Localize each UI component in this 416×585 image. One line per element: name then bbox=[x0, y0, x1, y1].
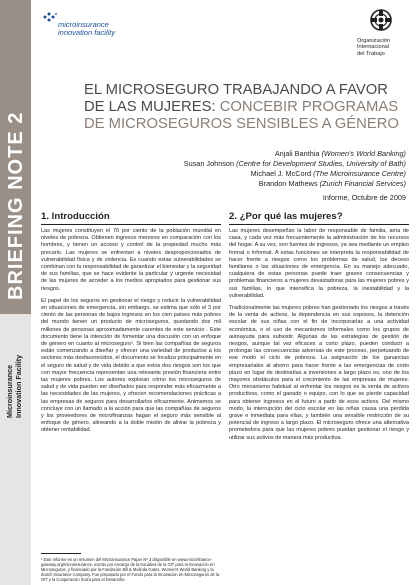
author-name: Anjali Banthia bbox=[274, 149, 322, 158]
paragraph: El papel de los seguros en gestionar el riesgo y reducir la vulnerabilidad en situaciones de emergencia, sin embargo, se estima que sólo el 3 por ciento de las personas de bajos ingresos en los cien países más pobres del mundo tienen un producto de microseguros, quedando dos mil millones de personas aproximadamente carentes de este servicio . Este documento tiene la intención de fomentar una discusión con un enfoque de género en cuanto al microseguro¹. Si bien las compañías de seguros están comenzando a diseñar y ofrecer una variedad de productos a los sectores más desfavorecidos, el documento se focaliza principalmente en el seguro de salud y de vida debido a que estos dos riesgos son los que con mayor frecuencia representan una relevante presión financiera entre las mujeres pobres. Los autores exploran cómo los microseguros de salud y de vida pueden ser diseñados para responder más eficazmente a las necesidades de las mujeres, y ofrecen recomendaciones prácticas a las empresas de seguros para desarrollarlos eficazmente. Animamos se concluye con un llamado a la acción para que las compañías de seguros y los proveedores de microfinanzas hagan el seguro más sensible al enfoque de género, alineando a la doble misión de aliviar la pobreza y obtener rentabilidad. bbox=[41, 297, 221, 434]
ilo-logo-line2: Internacional bbox=[357, 44, 390, 51]
ilo-emblem-icon bbox=[369, 8, 393, 34]
series-subtitle bbox=[5, 355, 23, 418]
microinsurance-logo bbox=[42, 10, 162, 40]
ilo-logo bbox=[355, 8, 410, 57]
publication-date: Informe, Octubre de 2009 bbox=[322, 193, 406, 202]
author-name: Brandon Mathews bbox=[258, 179, 320, 188]
section-2-heading: 2. ¿Por qué las mujeres? bbox=[229, 211, 343, 222]
paragraph: Tradicionalmente las mujeres pobres han gestionado los riesgos a través de la venta de activos, la dependencia en sus esposos, la detención escolar de sus niñas con el fin de incorporarlas a una actividad económica, o el uso de mecanismos informales como los grupos de autoayuda para subsistir. Algunas de las estrategias de gestión de riesgos, aunque tal vez eficaces a corto plazo, pueden conducir a prolongar las consecuencias adversas de este proceso, perpetuando de ese modo el ciclo de pobreza. La asignación de los ganancias empresariales al ahorro para hacer frente a las emergencias de corto plazo en lugar de destinarlas a inversiones a largo plazo es, uno de los mayores obstáculos para el crecimiento de las empresas de mujeres. Otro mecanismo habitual al enfrentar los riesgos es la venta de activos productivos, como el ganado o equipo, con lo que se pierde capacidad para obtener ingresos en el futuro a partir de esos activos. Del mismo modo, la interrupción del ciclo escolar en las niñas causa una pérdida grave e inmediata para ellas, y también una sensible restricción de su potencial de ingreso a largo plazo. El microseguro ofrece una alternativa prometedora para que las mujeres pobres puedan gestionar el riesgo y utilizar sus activos de manera más productiva. bbox=[229, 305, 409, 441]
section-1-body bbox=[41, 228, 221, 440]
footnote: ¹ Este informe es un resumen del Microinsurance Paper Nº 3 disponible en www.microfinance-gateway.org/microinsurance, escrito por encargo de la Iniciativa de la OIT para la Innovación en Microseguros, y financiado por la Fundación Bill & Melinda Gates, Women's World Banking y la Zurich Insurance Company. Fue preparado por el Fondo para la Innovación en Microseguros de la OIT y la Cooperación Suiza para el Desarrollo. bbox=[41, 557, 220, 583]
page-title-part1: EL MICROSEGURO TRABAJANDO A FAVOR DE LAS MUJERES: bbox=[84, 82, 388, 115]
author-affiliation: (Zurich Financial Services) bbox=[319, 179, 406, 188]
author-list bbox=[76, 149, 406, 189]
paragraph: Las mujeres desempeñan la labor de responsable de familia, ama de casa, y cada vez más frecuentemente la administración de los recursos del hogar. A su vez, son fuentes de ingresos, ya sea mediante un empleo formal o informal. A estas funciones se interpreta la responsabilidad de hacer frente a riesgos como los problemas de salud, los deceso familiares o las situaciones de emergencia. En su manejo adecuado, cualquiera de estas personas puede traer graves consecuencias y problemas financieros a mujeres devastadoras para las mujeres pobres y sus familias, lo que intensifica la pobreza, la inestabilidad y la vulnerabilidad. bbox=[229, 228, 409, 299]
page-title-part2: CONCEBIR PROGRAMAS DE MICROSEGUROS SENSIBLES A GÉNERO bbox=[84, 99, 399, 132]
author-affiliation: (The Microinsurance Centre) bbox=[313, 169, 406, 178]
microinsurance-logo-line1: microinsurance bbox=[58, 20, 109, 29]
microinsurance-logo-line2: innovation facility bbox=[58, 28, 116, 37]
author-name: Susan Johnson bbox=[183, 159, 237, 168]
series-subtitle-line1: Microinsurance bbox=[5, 364, 14, 418]
page-title bbox=[84, 82, 404, 133]
paragraph: Las mujeres constituyen el 70 por ciento de la población mundial en niveles de pobreza. Obtienen ingresos menores en comparación con los hombres, y tienen un acceso y control de la propiedad mucho más precario. Las mujeres se enfrentan a niveles desproporcionados de vulnerabilidad física y de violencia. Es cuando estas vulnerabilidades se combinan con la responsabilidad de garantizar el bienestar y la seguridad de sus familias, que se hace evidente la particular y urgente necesidad de las mujeres de acceder a los medios apropiados para gestionar sus riesgos. bbox=[41, 228, 221, 292]
series-title: BRIEFING NOTE 2 bbox=[5, 111, 27, 300]
author-line bbox=[76, 169, 406, 179]
series-subtitle-line2: Innovation Facility bbox=[14, 354, 23, 418]
author-name: Michael J. McCord bbox=[250, 169, 314, 178]
section-2-rule bbox=[229, 224, 409, 225]
sidebar-band-container bbox=[0, 0, 31, 585]
ilo-logo-line1: Organización bbox=[357, 38, 390, 44]
section-2-body bbox=[229, 228, 409, 447]
author-line bbox=[76, 179, 406, 189]
author-line bbox=[76, 149, 406, 159]
author-affiliation: (Women's World Banking) bbox=[321, 149, 406, 158]
ilo-logo-text bbox=[357, 38, 390, 57]
microinsurance-logo-mark-icon bbox=[42, 10, 58, 24]
author-line bbox=[76, 159, 406, 169]
section-1-heading: 1. Introducción bbox=[41, 211, 110, 222]
ilo-logo-line3: del Trabajo bbox=[357, 50, 385, 57]
section-1-rule bbox=[41, 224, 221, 225]
author-affiliation: (Centre for Development Studies, University of Bath) bbox=[236, 159, 406, 168]
footnote-rule bbox=[41, 553, 81, 554]
